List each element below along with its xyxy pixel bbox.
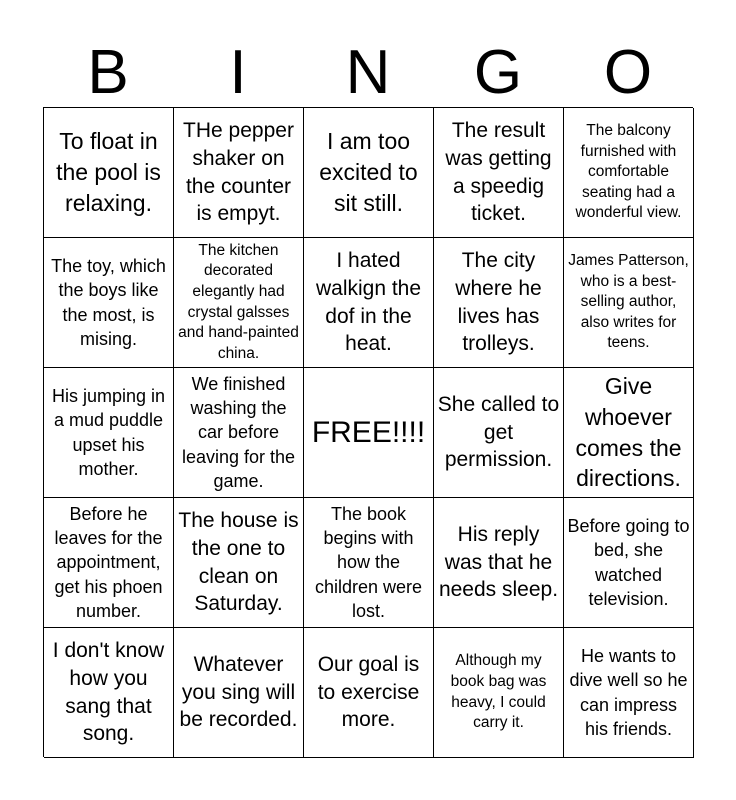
- cell-text: Give whoever comes the directions.: [575, 372, 682, 492]
- cell-text: He wants to dive well so he can impress his friends.: [569, 645, 688, 739]
- bingo-cell-r5c2[interactable]: [174, 628, 304, 758]
- bingo-cell-r1c5[interactable]: [564, 108, 694, 238]
- cell-text: The result was getting a speedig ticket.: [445, 118, 552, 226]
- bingo-cell-r2c2[interactable]: [174, 238, 304, 368]
- cell-text: I am too excited to sit still.: [319, 128, 418, 216]
- bingo-cell-r5c5[interactable]: [564, 628, 694, 758]
- bingo-cell-r3c1[interactable]: [44, 368, 174, 498]
- bingo-cell-r1c1[interactable]: [44, 108, 174, 238]
- bingo-cell-r2c3[interactable]: [304, 238, 434, 368]
- bingo-board: [43, 107, 693, 757]
- cell-text: Whatever you sing will be recorded.: [179, 652, 298, 732]
- cell-text: The balcony furnished with comfortable seating had a wonderful view.: [575, 121, 682, 222]
- cell-text: THe pepper shaker on the counter is empyt.: [183, 118, 294, 226]
- cell-text: The kitchen decorated elegantly had crystal galsses and hand-painted china.: [178, 241, 299, 362]
- bingo-cell-r4c4[interactable]: [434, 498, 564, 628]
- cell-text: James Patterson, who is a best-selling author, also writes for teens.: [568, 251, 689, 352]
- free-space-text: FREE!!!!: [311, 415, 426, 449]
- cell-text: His reply was that he needs sleep.: [438, 522, 559, 602]
- bingo-cell-r2c1[interactable]: [44, 238, 174, 368]
- cell-text: The city where he lives has trolleys.: [455, 248, 542, 356]
- header-letter-g: G: [473, 38, 523, 107]
- bingo-cell-r2c5[interactable]: [564, 238, 694, 368]
- bingo-cell-r4c2[interactable]: [174, 498, 304, 628]
- bingo-cell-r3c4[interactable]: [434, 368, 564, 498]
- cell-text: To float in the pool is relaxing.: [56, 128, 161, 216]
- bingo-cell-r3c2[interactable]: [174, 368, 304, 498]
- bingo-header: [43, 40, 693, 106]
- header-letter-o: O: [603, 38, 653, 107]
- cell-text: His jumping in a mud puddle upset his mother.: [51, 385, 166, 479]
- bingo-cell-r4c1[interactable]: [44, 498, 174, 628]
- bingo-cell-r2c4[interactable]: [434, 238, 564, 368]
- cell-text: The house is the one to clean on Saturday.: [178, 508, 299, 616]
- bingo-cell-r3c5[interactable]: [564, 368, 694, 498]
- cell-text: Our goal is to exercise more.: [317, 652, 420, 732]
- cell-text: The book begins with how the children were lost.: [314, 503, 423, 621]
- cell-text: The toy, which the boys like the most, is mising.: [51, 255, 166, 349]
- bingo-cell-r1c2[interactable]: [174, 108, 304, 238]
- bingo-cell-r5c1[interactable]: [44, 628, 174, 758]
- header-letter-b: B: [87, 38, 129, 107]
- cell-text: I hated walkign the dof in the heat.: [315, 248, 422, 356]
- header-letter-n: N: [345, 38, 391, 107]
- cell-text: Before going to bed, she watched television.: [567, 515, 690, 609]
- bingo-cell-r1c3[interactable]: [304, 108, 434, 238]
- bingo-cell-r5c4[interactable]: [434, 628, 564, 758]
- bingo-cell-r4c5[interactable]: [564, 498, 694, 628]
- cell-text: We finished washing the car before leaving for the game.: [181, 373, 296, 491]
- cell-text: I don't know how you sang that song.: [52, 638, 165, 746]
- bingo-cell-r1c4[interactable]: [434, 108, 564, 238]
- cell-text: She called to get permission.: [437, 392, 560, 472]
- cell-text: Although my book bag was heavy, I could carry it.: [450, 652, 547, 732]
- header-letter-i: I: [229, 38, 247, 107]
- cell-text: Before he leaves for the appointment, get his phoen number.: [54, 503, 163, 621]
- bingo-cell-free[interactable]: [304, 368, 434, 498]
- bingo-cell-r4c3[interactable]: [304, 498, 434, 628]
- bingo-cell-r5c3[interactable]: [304, 628, 434, 758]
